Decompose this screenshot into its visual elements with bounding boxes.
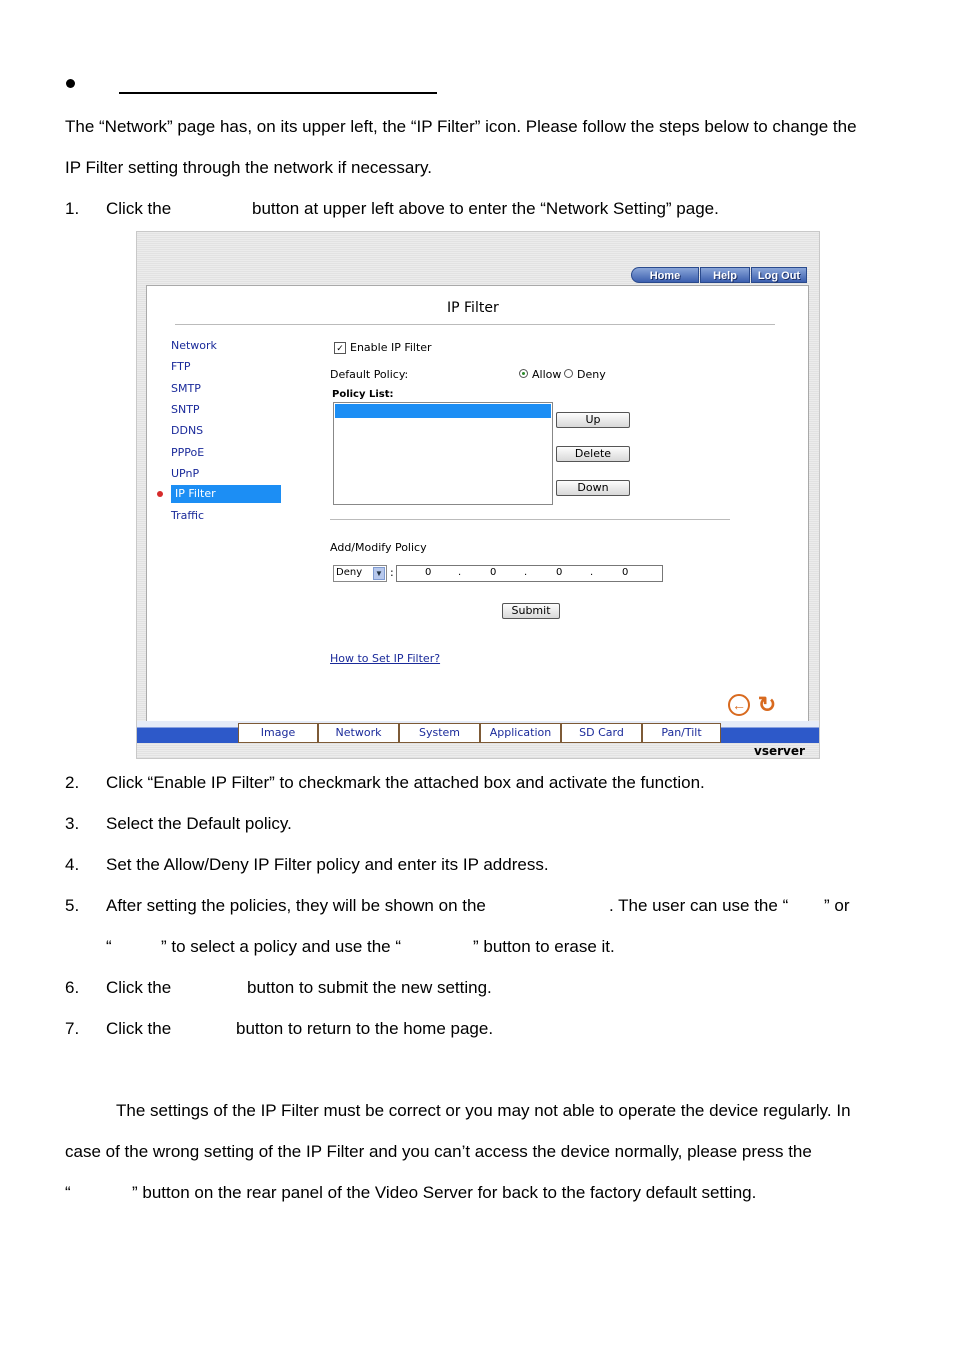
note-line-2: case of the wrong setting of the IP Filter and you can’t access the device normally, please press the — [65, 1142, 812, 1161]
add-modify-label: Add/Modify Policy — [330, 541, 427, 554]
ip-address-field[interactable] — [396, 565, 663, 582]
logout-button[interactable]: Log Out — [751, 267, 807, 283]
ip-dot-2: . — [524, 567, 528, 578]
home-button[interactable]: Home — [631, 267, 699, 283]
nav-smtp[interactable]: SMTP — [171, 382, 201, 395]
step-4-number: 4. — [65, 855, 80, 874]
page-title: IP Filter — [447, 300, 499, 316]
ip-octet-1[interactable]: 0 — [425, 567, 432, 578]
down-button[interactable]: Down — [556, 480, 630, 496]
step-5-text-b: . The user can use the “ — [609, 896, 789, 915]
section-divider — [330, 519, 730, 520]
step-7-number: 7. — [65, 1019, 80, 1038]
step-7-text-a: Click the — [106, 1019, 172, 1038]
policy-list[interactable] — [333, 402, 553, 505]
tab-application[interactable]: Application — [480, 723, 561, 743]
chevron-down-icon: ▼ — [373, 567, 385, 580]
step-2-number: 2. — [65, 773, 80, 792]
nav-traffic[interactable]: Traffic — [171, 509, 205, 522]
ip-dot-3: . — [590, 567, 594, 578]
tab-image[interactable]: Image — [238, 723, 318, 743]
note-line-3-a: “ — [65, 1183, 71, 1202]
step-5-text-c: ” or — [824, 896, 850, 915]
ip-dot-1: . — [458, 567, 462, 578]
enable-checkbox[interactable]: ✓ — [334, 342, 346, 354]
step-3-number: 3. — [65, 814, 80, 833]
nav-network[interactable]: Network — [171, 339, 217, 352]
step-6-number: 6. — [65, 978, 80, 997]
tab-network[interactable]: Network — [318, 723, 399, 743]
nav-upnp[interactable]: UPnP — [171, 467, 200, 480]
back-arrow-icon[interactable]: ← — [728, 694, 750, 716]
note-line-1: The settings of the IP Filter must be correct or you may not able to operate the device regularly. In — [116, 1101, 851, 1120]
heading-underline — [119, 92, 437, 94]
step-4-text: Set the Allow/Deny IP Filter policy and enter its IP address. — [106, 855, 549, 874]
nav-sntp[interactable]: SNTP — [171, 403, 200, 416]
title-divider — [175, 324, 775, 325]
allow-label: Allow — [532, 368, 562, 381]
step-1-text-b: button at upper left above to enter the “Network Setting” page. — [252, 199, 719, 218]
ip-octet-2[interactable]: 0 — [490, 567, 497, 578]
step-2-text: Click “Enable IP Filter” to checkmark the attached box and activate the function. — [106, 773, 705, 792]
step-5-text-e: ” to select a policy and use the “ — [161, 937, 402, 956]
intro-line-1: The “Network” page has, on its upper left, the “IP Filter” icon. Please follow the steps below to change the — [65, 117, 857, 136]
step-5-text-d: “ — [106, 937, 112, 956]
tab-pan-tilt[interactable]: Pan/Tilt — [642, 723, 721, 743]
tab-sd-card[interactable]: SD Card — [561, 723, 642, 743]
default-policy-label: Default Policy: — [330, 368, 409, 381]
policy-select[interactable] — [333, 565, 387, 582]
heading-bullet — [66, 79, 75, 88]
deny-radio[interactable] — [564, 369, 573, 378]
content-panel — [146, 285, 809, 722]
step-3-text: Select the Default policy. — [106, 814, 292, 833]
deny-label: Deny — [577, 368, 606, 381]
nav-ddns[interactable]: DDNS — [171, 424, 204, 437]
help-button[interactable]: Help — [700, 267, 750, 283]
submit-button[interactable]: Submit — [502, 603, 560, 619]
enable-ip-filter-label: Enable IP Filter — [350, 341, 432, 354]
policy-select-value: Deny — [336, 567, 363, 578]
step-6-text-b: button to submit the new setting. — [247, 978, 492, 997]
step-7-text-b: button to return to the home page. — [236, 1019, 494, 1038]
nav-ip-filter[interactable]: IP Filter — [171, 485, 281, 503]
active-dot-icon — [157, 491, 163, 497]
intro-line-2: IP Filter setting through the network if necessary. — [65, 158, 432, 177]
refresh-icon[interactable]: ↻ — [757, 692, 777, 717]
policy-list-selected-row[interactable] — [335, 404, 551, 418]
nav-pppoe[interactable]: PPPoE — [171, 446, 205, 459]
step-1-text-a: Click the — [106, 199, 172, 218]
allow-radio-dot — [522, 372, 525, 375]
step-1-number: 1. — [65, 199, 80, 218]
how-to-link[interactable]: How to Set IP Filter? — [330, 652, 441, 665]
step-6-text-a: Click the — [106, 978, 172, 997]
allow-radio[interactable] — [519, 369, 528, 378]
ip-octet-4[interactable]: 0 — [622, 567, 629, 578]
step-5-number: 5. — [65, 896, 80, 915]
up-button[interactable]: Up — [556, 412, 630, 428]
note-line-3-b: ” button on the rear panel of the Video Server for back to the factory default setting. — [132, 1183, 757, 1202]
brand-label: vserver — [754, 744, 805, 758]
step-5-text-f: ” button to erase it. — [473, 937, 615, 956]
policy-list-label: Policy List: — [332, 389, 394, 400]
tab-system[interactable]: System — [399, 723, 480, 743]
ip-colon: : — [390, 566, 394, 579]
ip-filter-screenshot — [136, 231, 820, 759]
ip-octet-3[interactable]: 0 — [556, 567, 563, 578]
step-5-text-a: After setting the policies, they will be shown on the — [106, 896, 486, 915]
delete-button[interactable]: Delete — [556, 446, 630, 462]
nav-ftp[interactable]: FTP — [171, 360, 191, 373]
